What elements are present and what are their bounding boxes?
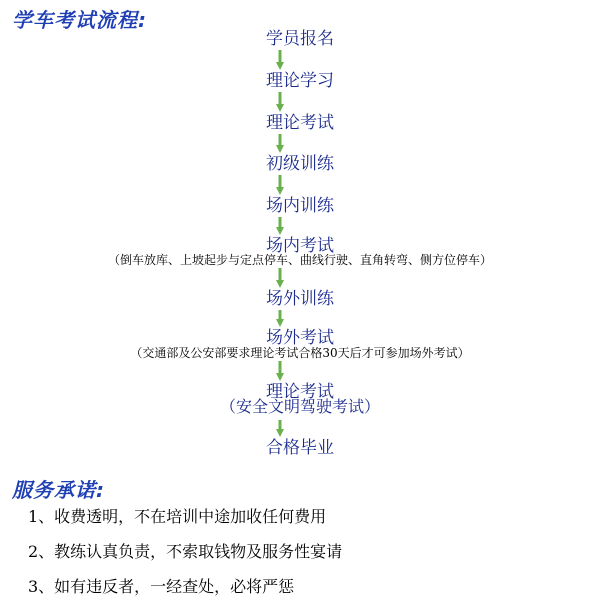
step-basic-training: 初级训练 [266, 154, 334, 174]
service-title: 服务承诺: [12, 478, 105, 502]
step-theory-exam-2: 理论考试 [266, 382, 334, 402]
step-theory-exam: 理论考试 [266, 113, 334, 133]
note-road-exam: （交通部及公安部要求理论考试合格30天后才可参加场外考试） [130, 346, 470, 360]
note-safety-exam: （安全文明驾驶考试） [219, 397, 380, 416]
step-graduate: 合格毕业 [266, 438, 334, 458]
service-item-3: 3、如有违反者，一经查处，必将严惩 [28, 577, 295, 596]
step-road-training: 场外训练 [266, 289, 334, 309]
step-field-exam: 场内考试 [266, 236, 334, 256]
step-theory-study: 理论学习 [266, 71, 334, 91]
step-enroll: 学员报名 [266, 29, 334, 49]
step-field-training: 场内训练 [266, 196, 334, 216]
service-item-1: 1、收费透明，不在培训中途加收任何费用 [28, 507, 327, 526]
service-item-2: 2、教练认真负责，不索取钱物及服务性宴请 [28, 542, 343, 561]
note-field-exam: （倒车放库、上坡起步与定点停车、曲线行驶、直角转弯、侧方位停车） [107, 253, 492, 267]
step-road-exam: 场外考试 [266, 328, 334, 348]
flow-title: 学车考试流程: [12, 8, 147, 32]
